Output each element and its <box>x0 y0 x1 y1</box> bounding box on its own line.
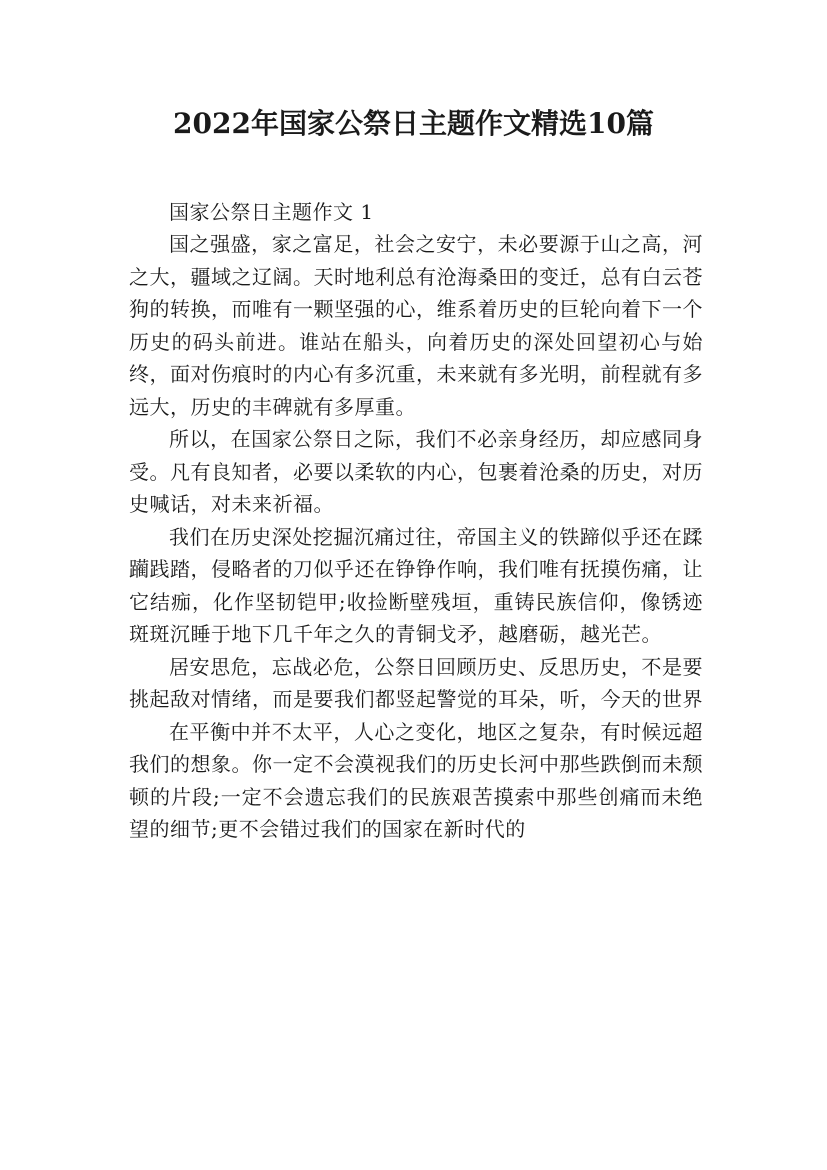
document-title: 2022年国家公祭日主题作文精选10篇 <box>173 107 654 140</box>
paragraph-2: 所以，在国家公祭日之际，我们不必亲身经历，却应感同身受。凡有良知者，必要以柔软的内心，包裹着沧桑的历史，对历史喊话，对未来祈福。 <box>129 427 703 516</box>
paragraph-1: 国之强盛，家之富足，社会之安宁，未必要源于山之高，河之大，疆域之辽阔。天时地利总有沧海桑田的变迁，总有白云苍狗的转换，而唯有一颗坚强的心，维系着历史的巨轮向着下一个历史的码头前进。谁站在船头，向着历史的深处回望初心与始终，面对伤痕时的内心有多沉重，未来就有多光明，前程就有多远大，历史的丰碑就有多厚重。 <box>129 232 703 419</box>
paragraph-3: 我们在历史深处挖掘沉痛过往，帝国主义的铁蹄似乎还在蹂躏践踏，侵略者的刀似乎还在铮铮作响，我们唯有抚摸伤痛，让它结痂，化作坚韧铠甲;收捡断壁残垣，重铸民族信仰，像锈迹斑斑沉睡于地下几千年之久的青铜戈矛，越磨砺，越光芒。 <box>129 524 703 646</box>
paragraph-4: 居安思危，忘战必危，公祭日回顾历史、反思历史，不是要挑起敌对情绪，而是要我们都竖起警觉的耳朵，听，今天的世界 <box>129 654 703 711</box>
paragraph-5: 在平衡中并不太平，人心之变化，地区之复杂，有时候远超我们的想象。你一定不会漠视我们的历史长河中那些跌倒而未颓顿的片段;一定不会遗忘我们的民族艰苦摸索中那些创痛而未绝望的细节;更不会错过我们的国家在新时代的 <box>129 719 703 841</box>
section-heading: 国家公祭日主题作文 1 <box>169 200 374 224</box>
document-body <box>129 196 703 846</box>
